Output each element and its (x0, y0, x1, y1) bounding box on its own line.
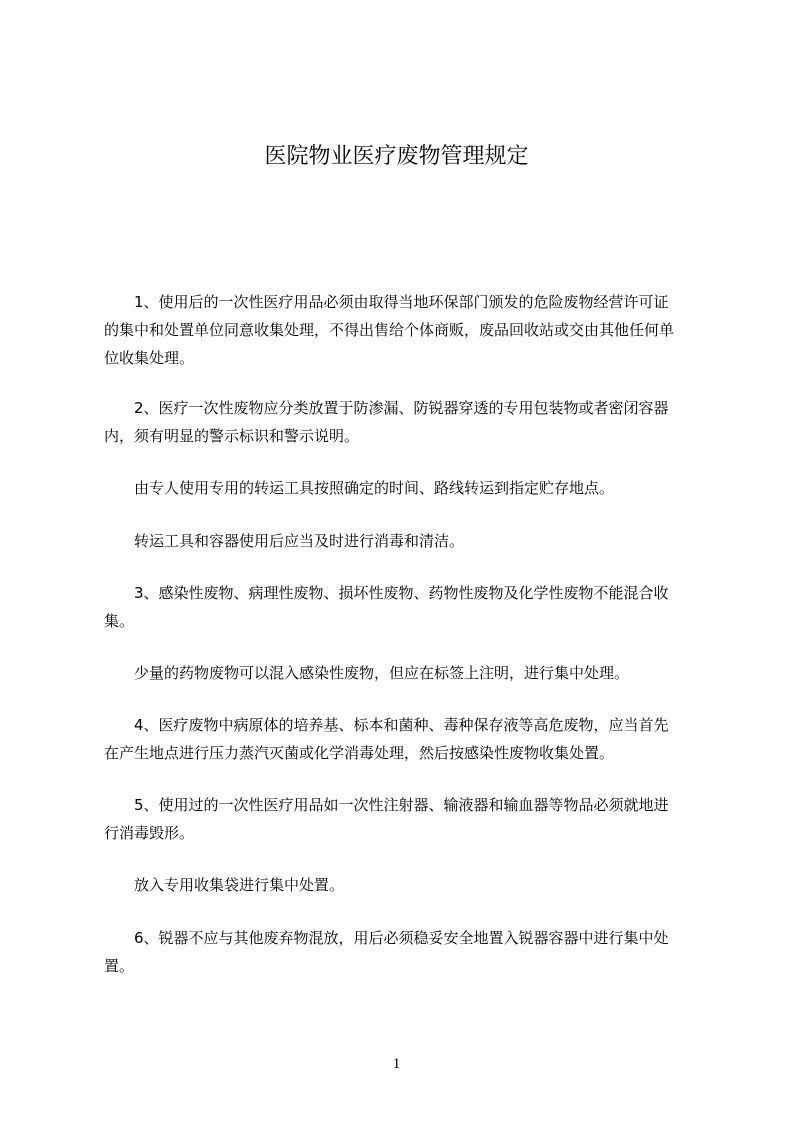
paragraph-8 (104, 791, 704, 847)
paragraph-line: 放入专用收集袋进行集中处置。 (104, 876, 345, 894)
paragraph-4 (104, 527, 704, 555)
paragraph-line: 内，须有明显的警示标识和警示说明。 (104, 427, 360, 445)
document-title: 医院物业医疗废物管理规定 (264, 144, 529, 169)
paragraph-line: 集。 (104, 612, 135, 630)
paragraph-line: 少量的药物废物可以混入感染性废物，但应在标签上注明，进行集中处理。 (104, 664, 630, 682)
paragraph-line: 1、使用后的一次性医疗用品必须由取得当地环保部门颁发的危险废物经营许可证 (104, 293, 669, 311)
paragraph-2 (104, 394, 704, 450)
paragraph-line: 在产生地点进行压力蒸汽灭菌或化学消毒处理，然后按感染性废物收集处置。 (104, 744, 615, 762)
paragraph-line: 置。 (104, 957, 135, 975)
paragraph-line: 的集中和处置单位同意收集处理，不得出售给个体商贩，废品回收站或交由其他任何单 (104, 321, 675, 339)
paragraph-1 (104, 288, 704, 372)
paragraph-line: 3、感染性废物、病理性废物、损坏性废物、药物性废物及化学性废物不能混合收 (104, 584, 669, 602)
paragraph-7 (104, 711, 704, 767)
paragraph-line: 行消毒毁形。 (104, 824, 195, 842)
page-number: 1 (392, 1056, 401, 1072)
paragraph-3 (104, 474, 704, 502)
paragraph-9 (104, 871, 704, 899)
paragraph-10 (104, 924, 704, 980)
paragraph-line: 由专人使用专用的转运工具按照确定的时间、路线转运到指定贮存地点。 (104, 479, 615, 497)
paragraph-6 (104, 659, 704, 687)
paragraph-line: 2、医疗一次性废物应分类放置于防渗漏、防锐器穿透的专用包装物或者密闭容器 (104, 399, 669, 417)
paragraph-line: 转运工具和容器使用后应当及时进行消毒和清洁。 (104, 532, 465, 550)
paragraph-line: 位收集处理。 (104, 349, 195, 367)
paragraph-line: 6、锐器不应与其他废弃物混放，用后必须稳妥安全地置入锐器容器中进行集中处 (104, 929, 669, 947)
paragraph-5 (104, 579, 704, 635)
paragraph-line: 5、使用过的一次性医疗用品如一次性注射器、输液器和输血器等物品必须就地进 (104, 796, 669, 814)
paragraph-line: 4、医疗废物中病原体的培养基、标本和菌种、毒种保存液等高危废物，应当首先 (104, 716, 669, 734)
